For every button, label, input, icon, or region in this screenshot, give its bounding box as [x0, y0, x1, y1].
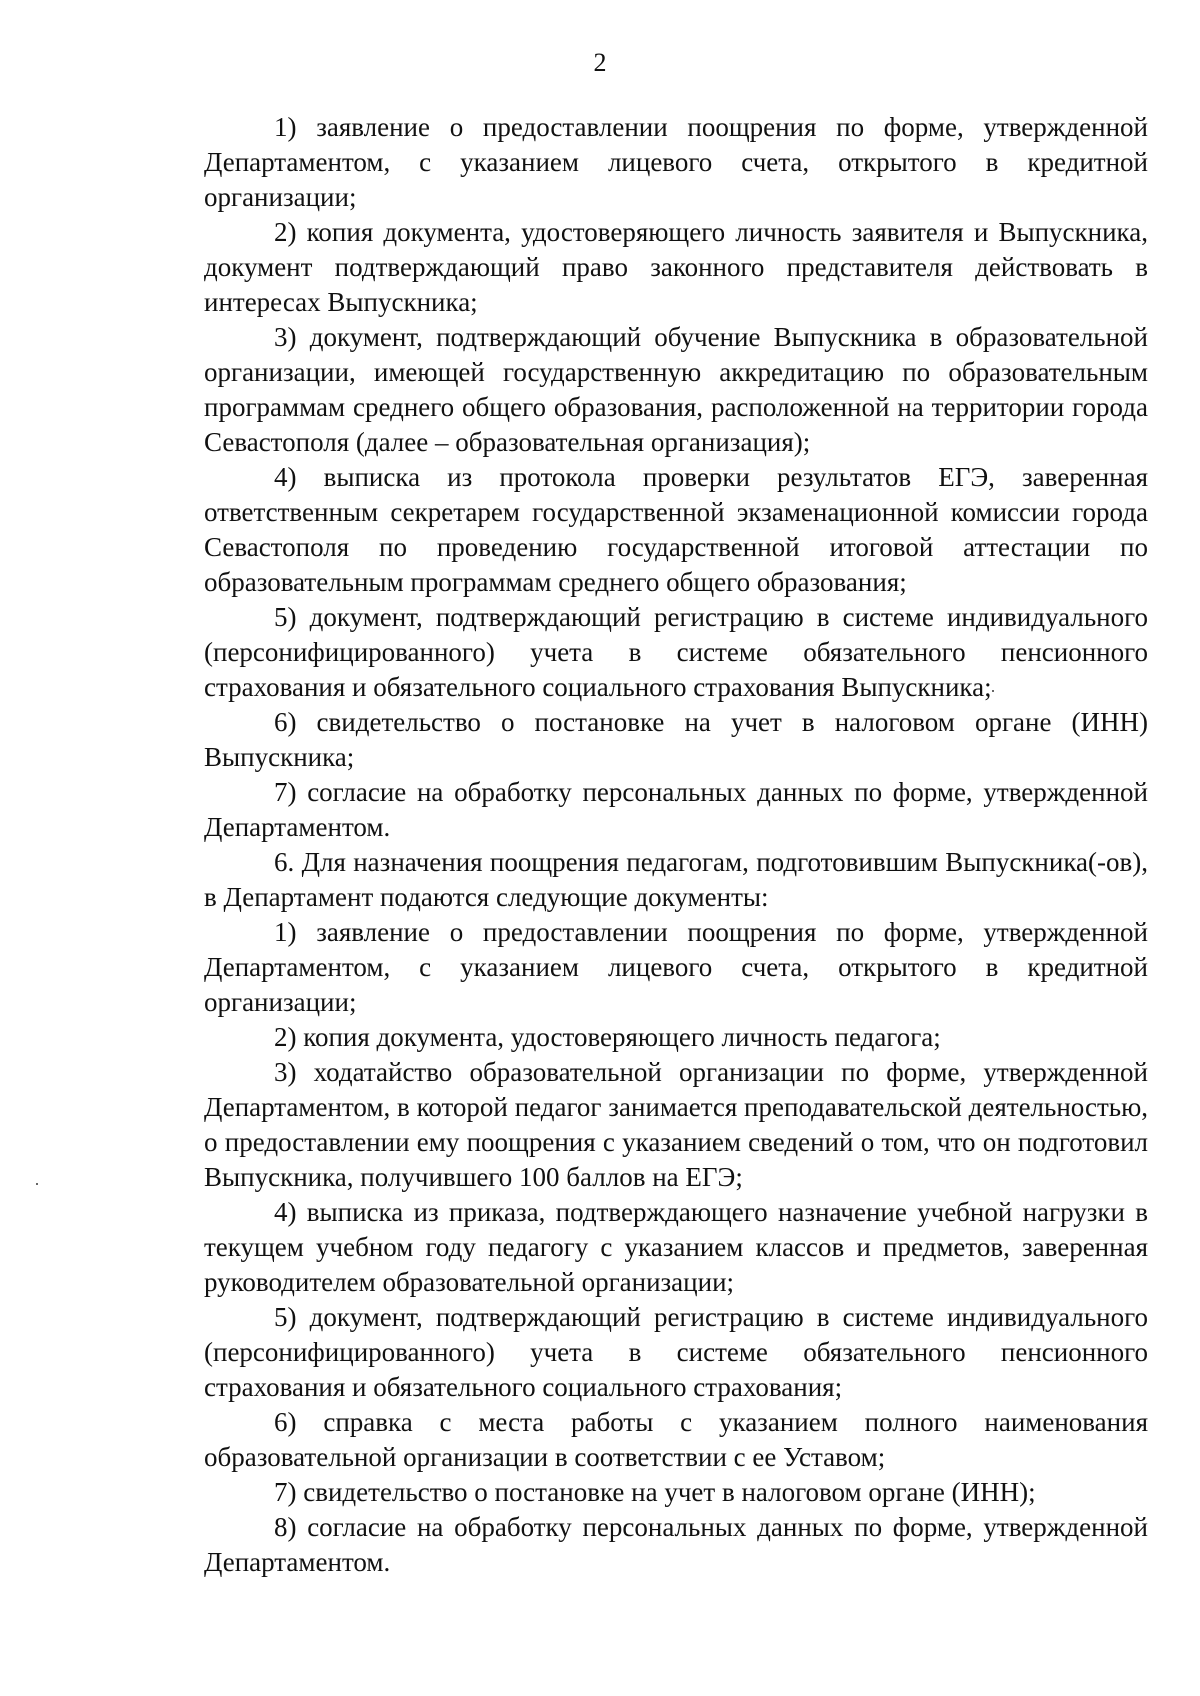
scan-speck-left: [36, 1183, 38, 1185]
document-body: [204, 110, 1148, 1580]
paragraph-item-5-pension-registration: 5) документ, подтверждающий регистрацию в системе индивидуального (персонифицированного) учета в системе обязательного пенсионного страхования и обязательного социального страхования Выпускника;: [204, 602, 1148, 702]
paragraph-teacher-item-6-employment-reference: 6) справка с места работы с указанием полного наименования образовательной организации в соответствии с ее Уставом;: [204, 1407, 1148, 1472]
paragraph-item-6-tax-certificate: 6) свидетельство о постановке на учет в налоговом органе (ИНН) Выпускника;: [204, 707, 1148, 772]
paragraph-item-3-education-proof: 3) документ, подтверждающий обучение Выпускника в образовательной организации, имеющей государственную аккредитацию по образовательным программам среднего общего образования, расположенной на территории города Севастополя (далее – образовательная организация);: [204, 322, 1148, 457]
paragraph-item-1-application: 1) заявление о предоставлении поощрения по форме, утвержденной Департаментом, с указанием лицевого счета, открытого в кредитной организации;: [204, 112, 1148, 212]
paragraph-section-6-teachers: 6. Для назначения поощрения педагогам, подготовившим Выпускника(-ов), в Департамент подаются следующие документы:: [204, 847, 1148, 912]
page-number: 2: [593, 48, 607, 77]
paragraph-teacher-item-4-order-extract: 4) выписка из приказа, подтверждающего назначение учебной нагрузки в текущем учебном году педагогу с указанием классов и предметов, заверенная руководителем образовательной организации;: [204, 1197, 1148, 1297]
paragraph-item-4-exam-extract: 4) выписка из протокола проверки результатов ЕГЭ, заверенная ответственным секретарем государственной экзаменационной комиссии города Севастополя по проведению государственной итоговой аттестации по образовательным программам среднего общего образования;: [204, 462, 1148, 597]
paragraph-teacher-item-7-tax-certificate: 7) свидетельство о постановке на учет в налоговом органе (ИНН);: [274, 1477, 1036, 1507]
paragraph-teacher-item-8-data-consent: 8) согласие на обработку персональных данных по форме, утвержденной Департаментом.: [204, 1512, 1148, 1577]
paragraph-item-7-data-consent: 7) согласие на обработку персональных данных по форме, утвержденной Департаментом.: [204, 777, 1148, 842]
paragraph-teacher-item-1-application: 1) заявление о предоставлении поощрения по форме, утвержденной Департаментом, с указанием лицевого счета, открытого в кредитной организации;: [204, 917, 1148, 1017]
paragraph-item-2-identity-copy: 2) копия документа, удостоверяющего личность заявителя и Выпускника, документ подтверждающий право законного представителя действовать в интересах Выпускника;: [204, 217, 1148, 317]
scan-speck-right: [992, 690, 994, 692]
paragraph-teacher-item-3-petition: 3) ходатайство образовательной организации по форме, утвержденной Департаментом, в которой педагог занимается преподавательской деятельностью, о предоставлении ему поощрения с указанием сведений о том, что он подготовил Выпускника, получившего 100 баллов на ЕГЭ;: [204, 1057, 1148, 1192]
paragraph-teacher-item-5-pension-registration: 5) документ, подтверждающий регистрацию в системе индивидуального (персонифицированного) учета в системе обязательного пенсионного страхования и обязательного социального страхования;: [204, 1302, 1148, 1402]
paragraph-teacher-item-2-identity-copy: 2) копия документа, удостоверяющего личность педагога;: [274, 1022, 941, 1052]
